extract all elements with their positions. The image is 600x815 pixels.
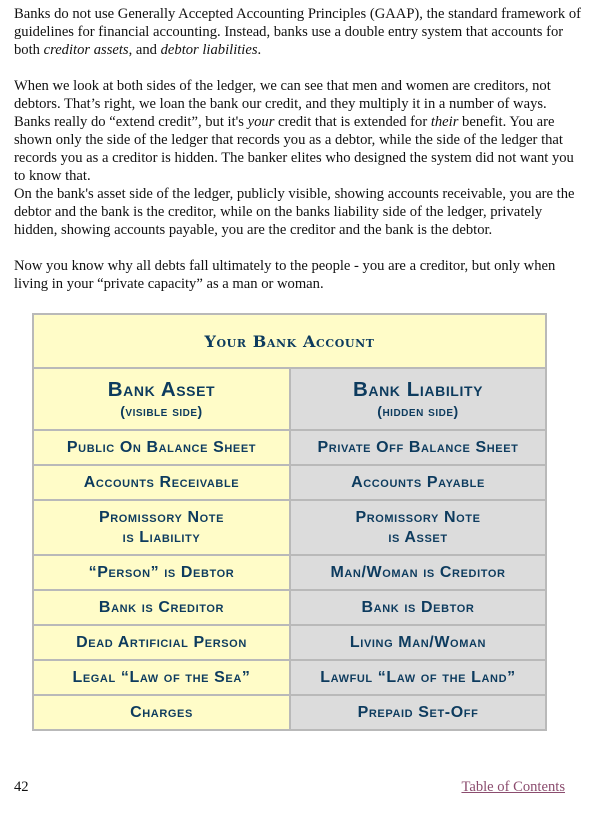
- asset-cell: Accounts Receivable: [33, 465, 290, 500]
- text-span: .: [257, 42, 262, 58]
- emphasis-your: your: [247, 114, 275, 130]
- liability-cell: Prepaid Set-Off: [290, 695, 546, 730]
- paragraph-gaap: [14, 5, 586, 59]
- liability-cell: Man/Woman is Creditor: [290, 555, 546, 590]
- page-number: 42: [14, 779, 29, 795]
- paragraph-conclusion: Now you know why all debts fall ultimately to the people - you are a creditor, but only when living in your “private capacity” as a man or woman.: [14, 258, 556, 292]
- header-sublabel: (visible side): [120, 403, 203, 419]
- paragraph-asset-side: On the bank's asset side of the ledger, publicly visible, showing accounts receivable, you are the debtor and the bank is the creditor, while on the banks liability side of the ledger, privately hidden, showing accounts payable, you are the creditor and the bank is the debtor.: [14, 186, 575, 238]
- text-span: , and: [128, 42, 161, 58]
- table-row: [33, 555, 546, 590]
- header-sublabel: (hidden side): [377, 403, 459, 419]
- emphasis-their: their: [430, 114, 459, 130]
- asset-cell: Public On Balance Sheet: [33, 430, 290, 465]
- text-span: Banks do not use Generally Accepted Accounting Principles (GAAP), the standard framework of guidelines for financial accounting. Instead, banks use a double entry system that accounts for both: [14, 6, 581, 58]
- header-bank-asset: [33, 368, 290, 430]
- table-row: [33, 625, 546, 660]
- table-header-row: [33, 368, 546, 430]
- table-title: Your Bank Account: [33, 314, 546, 368]
- asset-cell: Legal “Law of the Sea”: [33, 660, 290, 695]
- table-row: [33, 465, 546, 500]
- header-label: Bank Liability: [352, 378, 484, 401]
- table-row: [33, 590, 546, 625]
- cell-line: Promissory Note: [355, 508, 481, 526]
- liability-cell: Bank is Debtor: [290, 590, 546, 625]
- text-span: credit that is extended for: [274, 114, 431, 130]
- table-of-contents-link[interactable]: Table of Contents: [461, 779, 565, 795]
- asset-cell: Bank is Creditor: [33, 590, 290, 625]
- text-span: benefit. You are shown only the side of the ledger that records you as a debtor, while the side of the ledger that records you as a creditor is hidden. The banker elites who designed the system did not want you to know that.: [14, 114, 574, 184]
- liability-cell: Accounts Payable: [290, 465, 546, 500]
- table-row: [33, 430, 546, 465]
- table-row: [33, 660, 546, 695]
- liability-cell: Private Off Balance Sheet: [290, 430, 546, 465]
- emphasis-debtor-liabilities: debtor liabilities: [160, 42, 258, 58]
- paragraph-ledger-sides: [14, 77, 586, 185]
- liability-cell: [290, 500, 546, 555]
- liability-cell: Living Man/Woman: [290, 625, 546, 660]
- table-row: [33, 695, 546, 730]
- cell-line: Promissory Note: [98, 508, 225, 526]
- asset-cell: Dead Artificial Person: [33, 625, 290, 660]
- header-bank-liability: [290, 368, 546, 430]
- cell-line: is Liability: [122, 528, 201, 546]
- asset-cell: [33, 500, 290, 555]
- cell-line: is Asset: [388, 528, 448, 546]
- emphasis-creditor-assets: creditor assets: [43, 42, 129, 58]
- asset-cell: Charges: [33, 695, 290, 730]
- table-title-row: [33, 314, 546, 368]
- table-row: [33, 500, 546, 555]
- bank-account-table: [32, 313, 547, 731]
- asset-cell: “Person” is Debtor: [33, 555, 290, 590]
- liability-cell: Lawful “Law of the Land”: [290, 660, 546, 695]
- header-label: Bank Asset: [107, 378, 216, 401]
- text-span: When we look at both sides of the ledger, we can see that men and women are creditors, not debtors. That’s right, we loan the bank our credit, and they multiply it in a number of ways. Banks really do “extend credit”, but it's: [14, 78, 551, 130]
